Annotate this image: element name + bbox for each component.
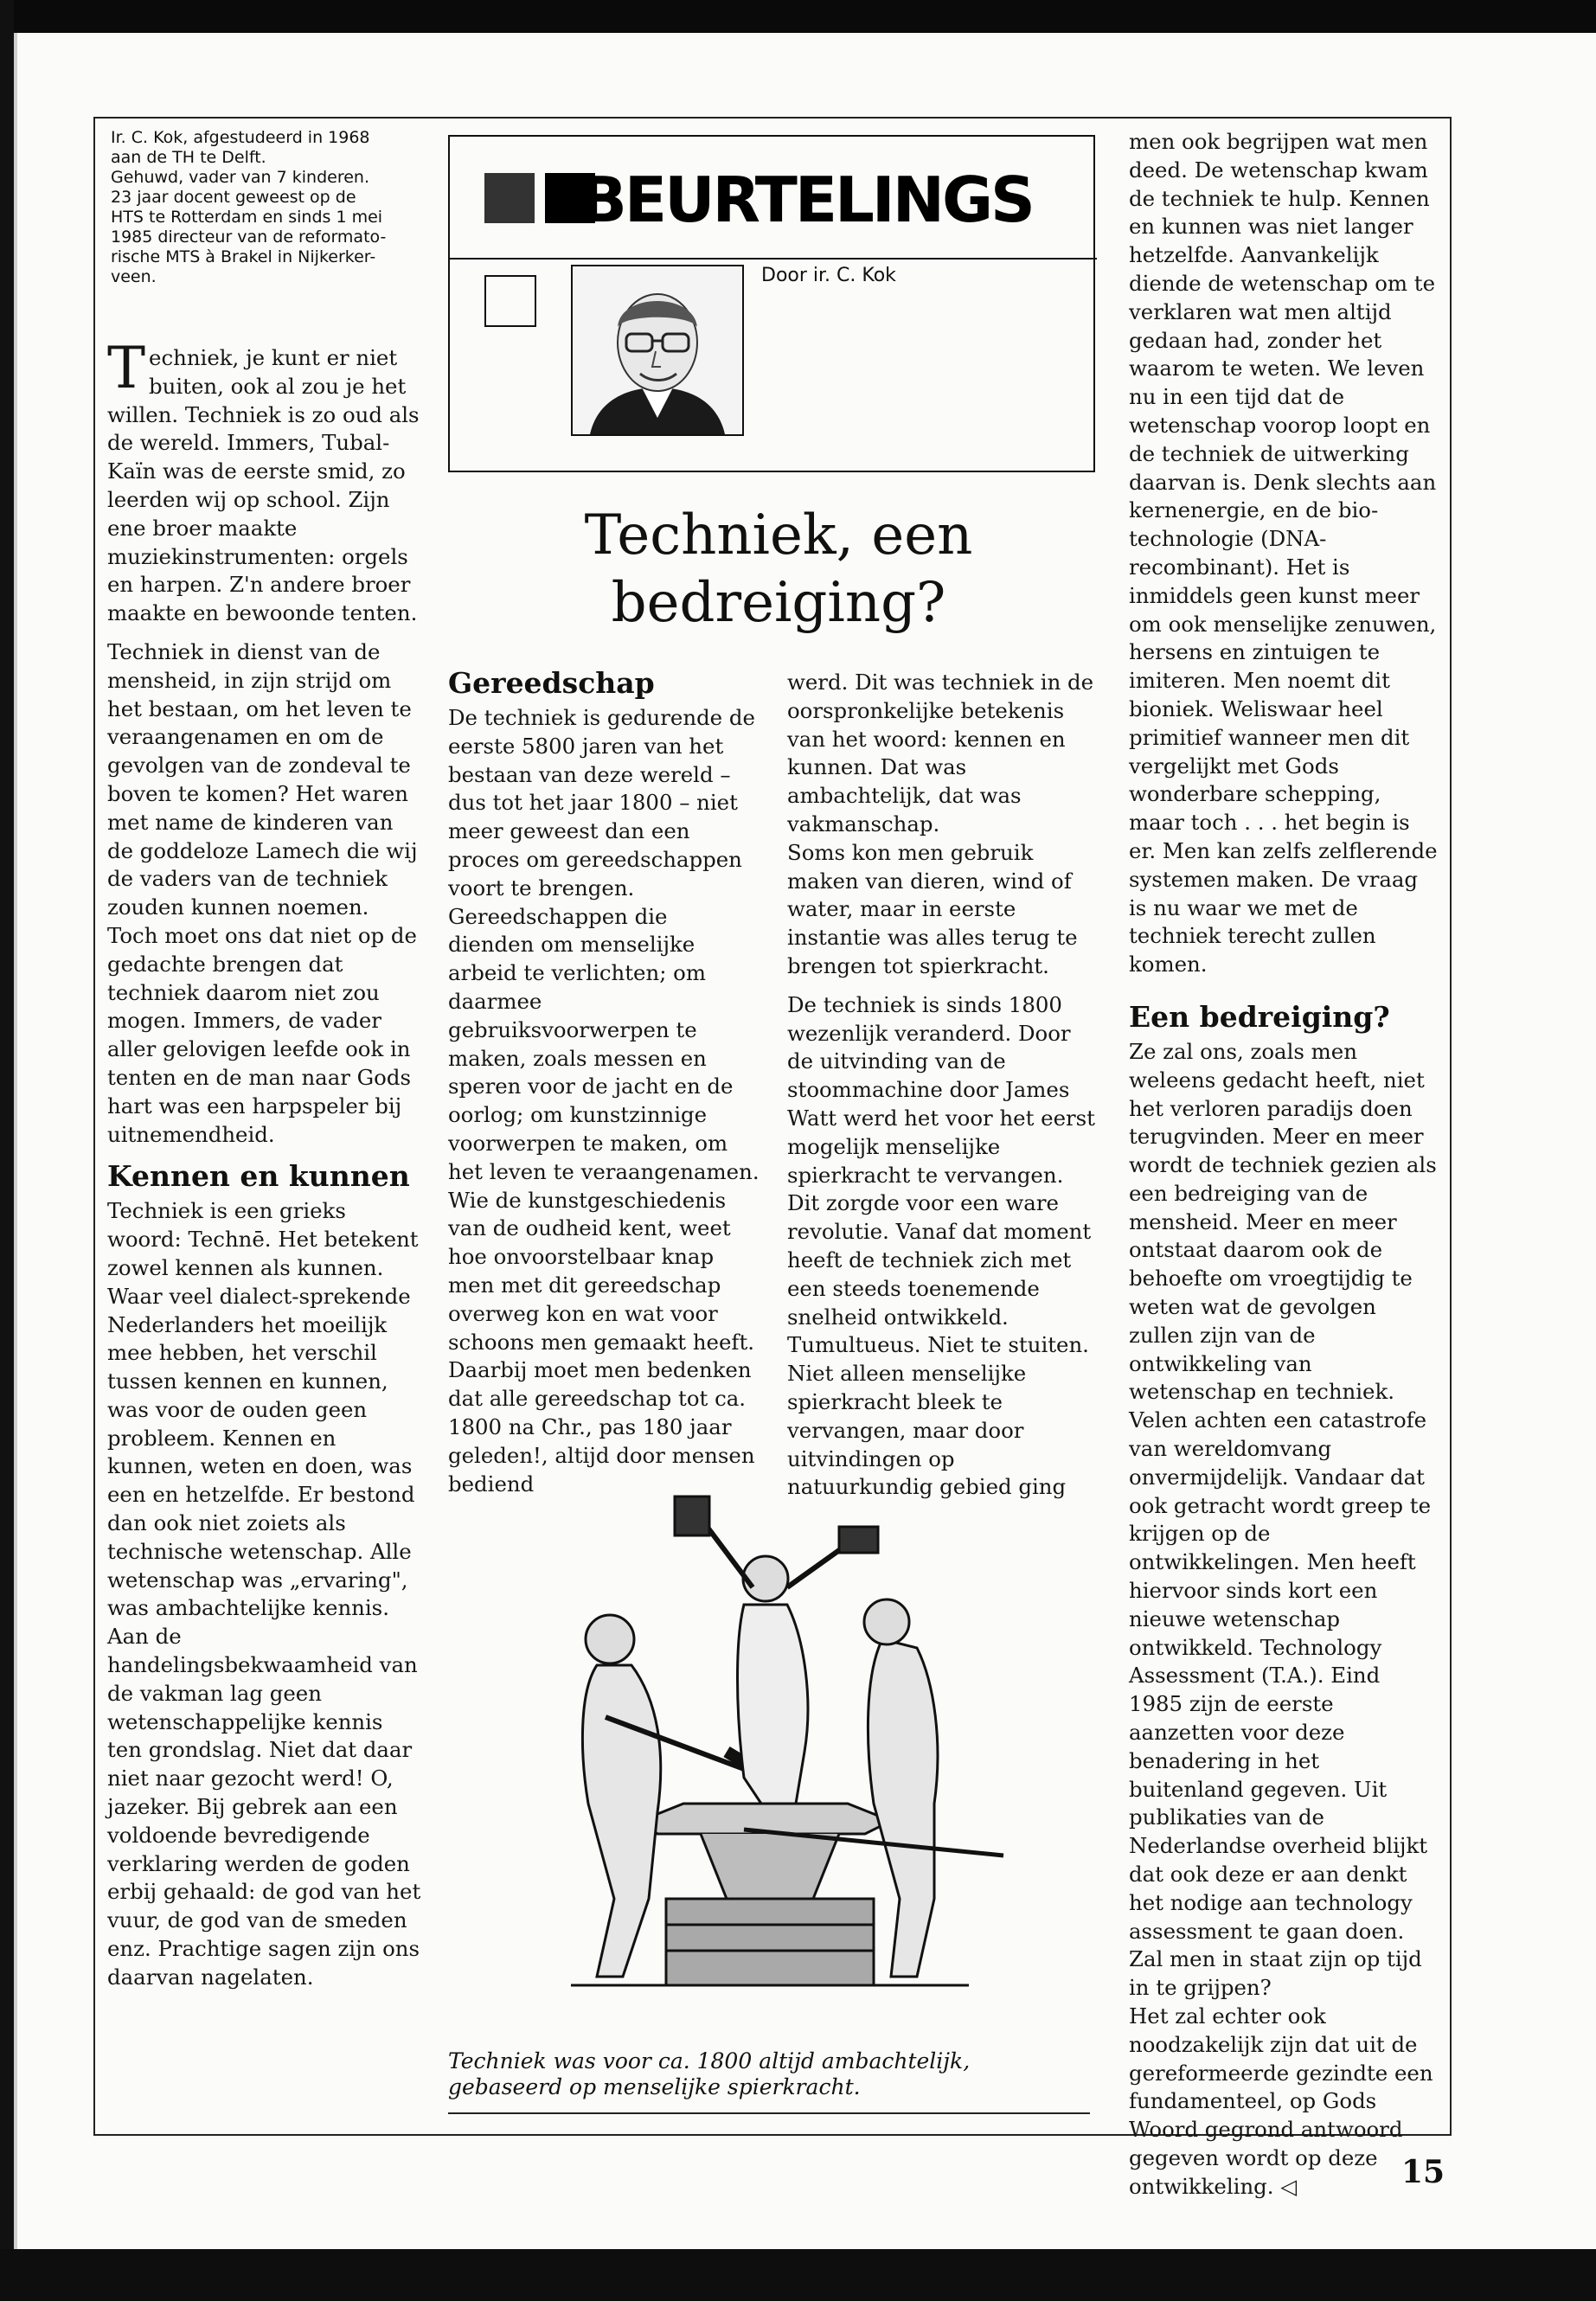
paragraph: werd. Dit was techniek in de oorspronkelijke betekenis van het woord: kennen en kunnen. Dat was ambachtelijk, dat was vakmanschap.: [787, 670, 1094, 836]
paragraph: Ze zal ons, zoals men weleens gedacht heeft, niet het verloren paradijs doen terugvinden. Meer en meer wordt de techniek gezien als een bedreiging van de mensheid. Meer en meer ontstaat daarom ook de behoefte om vroegtijdig te weten wat de gevolgen zullen zijn van de ontwikkeling van wetenschap en techniek. Velen achten een catastrofe van wereldomvang onvermijdelijk. Vandaar dat ook getracht wordt greep te krijgen op de ontwikkelingen. Men heeft hiervoor sinds kort een nieuwe wetenschap ontwikkeld. Technology Assessment (T.A.). Eind 1985 zijn de eerste aanzetten voor deze benadering in het buitenland gegeven. Uit publikaties van de Nederlandse overheid blijkt dat ook deze er aan denkt het nodige aan technology assessment te gaan doen. Zal men in staat zijn op tijd in te grijpen?: [1129, 1038, 1437, 2001]
bio-line: 1985 directeur van de reformato-: [111, 228, 387, 247]
column-3: [787, 669, 1099, 1512]
intro-paragraph: Techniek, je kunt er niet buiten, ook al zou je het willen. Techniek is zo oud als de wereld. Immers, Tubal-Kaïn was de eerste smid, zo leerden wij op school. Zijn ene broer maakte muziekinstrumenten: orgels en harpen. Z'n andere broer maakte en bewoonde tenten.: [107, 335, 420, 626]
bio-line: aan de TH te Delft.: [111, 148, 266, 167]
column-banner: BEURTELINGS: [580, 163, 1033, 236]
subheading: Gereedschap: [448, 666, 655, 700]
drop-cap: T: [107, 335, 146, 401]
bio-line: veen.: [111, 267, 157, 286]
column-1: [107, 335, 423, 2003]
bio-line: Ir. C. Kok, afgestudeerd in 1968: [111, 128, 370, 147]
page-number: 15: [1401, 2154, 1445, 2190]
outline-square-icon: [484, 275, 536, 327]
grey-square-icon: [484, 173, 535, 223]
paragraph: Techniek in dienst van de mensheid, in zijn strijd om het bestaan, om het leven te veraangenamen en om de gevolgen van de zondeval te boven te komen? Het waren met name de kinderen van de goddeloze Lamech die wij de vaders van de techniek zouden kunnen noemen. Toch moet ons dat niet op de gedachte brengen dat techniek daarom niet zou mogen. Immers, de vader aller gelovigen leefde ook in tenten en de man naar Gods hart was een harpspeler bij uitnemendheid.: [107, 638, 418, 1147]
subheading: Een bedreiging?: [1129, 999, 1390, 1034]
bio-line: rische MTS à Brakel in Nijkerker-: [111, 247, 376, 266]
scan-left-border: [0, 0, 14, 2301]
paragraph: Het zal echter ook noodzakelijk zijn dat uit de gereformeerde gezindte een fundamenteel, op Gods Woord gegrond antwoord gegeven wordt op deze ontwikkeling. ◁: [1129, 2003, 1433, 2199]
caption-rule: [448, 2112, 1090, 2114]
paragraph: Techniek is een grieks woord: Technē. Het betekent zowel kennen als kunnen. Waar veel dialect-sprekende Nederlanders het moeilijk mee hebben, het verschil tussen kennen en kunnen, was voor de ouden geen probleem. Kennen en kunnen, weten en doen, was een en hetzelfde. Er bestond dan ook niet zoiets als technische wetenschap. Alle wetenschap was „ervaring", was ambachtelijke kennis. Aan de handelingsbekwaamheid van de vakman lag geen wetenschappelijke kennis ten grondslag. Niet dat daar niet naar gezocht werd! O, jazeker. Bij gebrek aan een voldoende bevredigende verklaring werden de goden erbij gehaald: de god van het vuur, de god van de smeden enz. Prachtige sagen zijn ons daarvan nagelaten.: [107, 1198, 421, 1990]
illustration-caption: Techniek was voor ca. 1800 altijd ambachtelijk, gebaseerd op menselijke spierkracht.: [448, 2048, 971, 2099]
column-2: [448, 666, 760, 1509]
paragraph: Soms kon men gebruik maken van dieren, wind of water, maar in eerste instantie was alles terug te brengen tot spierkracht.: [787, 839, 1078, 978]
bio-line: Gehuwd, vader van 7 kinderen.: [111, 168, 369, 187]
bio-line: HTS te Rotterdam en sinds 1 mei: [111, 208, 383, 227]
author-bio: [111, 128, 418, 287]
column-4: [1129, 128, 1440, 2212]
scan-top-border: [0, 0, 1596, 33]
byline: Door ir. C. Kok: [761, 265, 896, 286]
paragraph: De techniek is gedurende de eerste 5800 jaren van het bestaan van deze wereld – dus tot het jaar 1800 – niet meer geweest dan een proces om gereedschappen voort te brengen. Gereedschappen die dienden om menselijke arbeid te verlichten; om daarmee gebruiksvoorwerpen te maken, zoals messen en speren voor de jacht en de oorlog; om kunstzinnige voorwerpen te maken, om het leven te veraangenamen. Wie de kunstgeschiedenis van de oudheid kent, weet hoe onvoorstelbaar knap men met dit gereedschap overweg kon en wat voor schoons men gemaakt heeft. Daarbij moet men bedenken dat alle gereedschap tot ca. 1800 na Chr., pas 180 jaar geleden!, altijd door mensen bediend: [448, 705, 760, 1497]
scan-bottom-border: [0, 2249, 1596, 2301]
title-line: bedreiging?: [611, 571, 946, 635]
article-title: [476, 502, 1081, 637]
bio-line: 23 jaar docent geweest op de: [111, 188, 356, 207]
paragraph: men ook begrijpen wat men deed. De wetenschap kwam de techniek te hulp. Kennen en kunnen was niet langer hetzelfde. Aanvankelijk diende de wetenschap om te verklaren wat men altijd gedaan had, zonder het waarom te weten. We leven nu in een tijd dat de wetenschap voorop loopt en de techniek de uitwerking daarvan is. Denk slechts aan kernenergie, en de bio-technologie (DNA-recombinant). Het is inmiddels geen kunst meer om ook menselijke zenuwen, hersens en zintuigen te imiteren. Men noemt dit bioniek. Weliswaar heel primitief wanneer men dit vergelijkt met Gods wonderbare schepping, maar toch . . . het begin is er. Men kan zelfs zelflerende systemen maken. De vraag is nu waar we met de techniek terecht zullen komen.: [1129, 129, 1438, 977]
author-portrait: [571, 265, 744, 436]
blacksmiths-illustration: [484, 1492, 1073, 2029]
paragraph: De techniek is sinds 1800 wezenlijk veranderd. Door de uitvinding van de stoommachine door James Watt werd het voor het eerst mogelijk menselijke spierkracht te vervangen. Dit zorgde voor een ware revolutie. Vanaf dat moment heeft de techniek zich met een steeds toenemende snelheid ontwikkeld. Tumultueus. Niet te stuiten.: [787, 991, 1095, 1358]
title-line: Techniek, een: [584, 503, 973, 567]
subheading: Kennen en kunnen: [107, 1159, 410, 1194]
paragraph: Niet alleen menselijke spierkracht bleek te vervangen, maar door uitvindingen op natuurkundig gebied ging: [787, 1361, 1067, 1500]
column-header-box: [448, 135, 1095, 472]
header-divider: [450, 258, 1097, 260]
